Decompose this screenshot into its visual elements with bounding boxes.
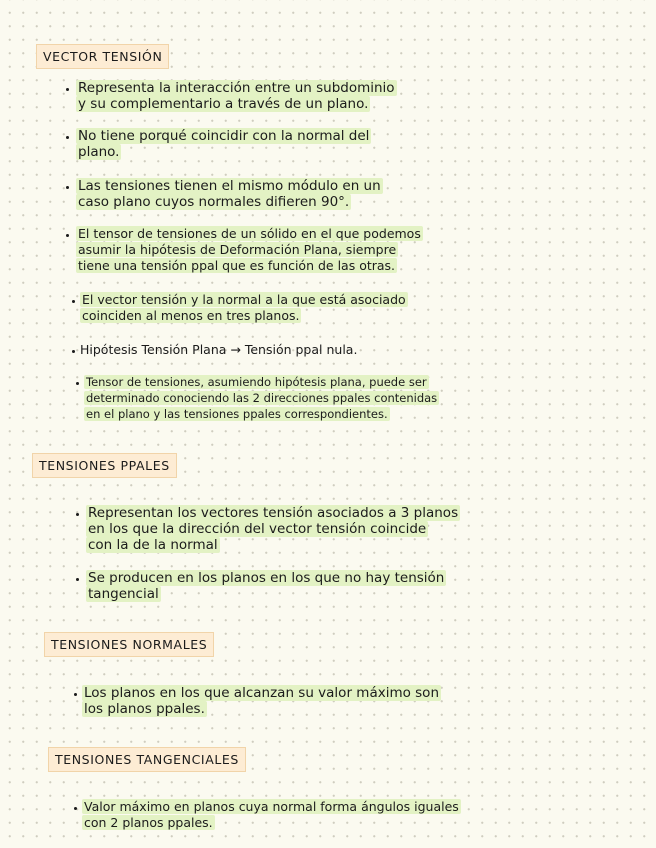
bullet-dot [76,578,79,581]
tensiones-ppales-bullet-1 [86,505,460,553]
bullet-line: El vector tensión y la normal a la que está asociado [82,292,406,307]
bullet-dot [66,234,69,237]
tensiones-ppales-bullet-2 [86,570,446,602]
bullet-line: en el plano y las tensiones ppales correspondientes. [86,407,388,421]
vector-tension-bullet-5 [80,292,408,324]
vector-tension-bullet-3 [76,178,383,210]
bullet-line: con la de la normal [88,537,218,553]
bullet-line: en los que la dirección del vector tensión coincide [88,521,427,537]
bullet-line: determinado conociendo las 2 direcciones ppales contenidas [86,391,438,405]
vector-tension-bullet-1 [76,80,397,112]
bullet-dot [74,693,77,696]
bullet-dot [66,88,69,91]
vector-tension-bullet-2 [76,128,371,160]
bullet-dot [66,186,69,189]
bullet-line: tiene una tensión ppal que es función de las otras. [78,258,396,273]
bullet-line: No tiene porqué coincidir con la normal del [78,128,370,144]
bullet-line: Las tensiones tienen el mismo módulo en un [78,178,381,194]
bullet-dot [76,382,79,385]
bullet-line: Valor máximo en planos cuya normal forma ángulos iguales [84,799,459,814]
bullet-line: tangencial [88,586,159,602]
bullet-dot [76,513,79,516]
bullet-line: Representa la interacción entre un subdominio [78,80,395,96]
bullet-line: El tensor de tensiones de un sólido en el que podemos [78,226,421,241]
tensiones-tangenciales-bullet-1 [82,799,461,831]
bullet-line: coinciden al menos en tres planos. [82,308,300,323]
bullet-line: los planos ppales. [84,701,205,717]
heading-tensiones-normales: TENSIONES NORMALES [44,632,214,657]
bullet-line: Representan los vectores tensión asociados a 3 planos [88,505,459,521]
heading-tensiones-ppales: TENSIONES PPALES [32,453,177,478]
tensiones-normales-bullet-1 [82,685,441,717]
bullet-dot [66,136,69,139]
vector-tension-bullet-7 [84,374,439,422]
bullet-line: Se producen en los planos en los que no hay tensión [88,570,445,586]
bullet-dot [72,300,75,303]
bullet-line: asumir la hipótesis de Deformación Plana, siempre [78,242,397,257]
bullet-line: con 2 planos ppales. [84,815,213,830]
bullet-line: caso plano cuyos normales difieren 90°. [78,194,350,210]
heading-vector-tension: VECTOR TENSIÓN [36,44,169,69]
bullet-line: Los planos en los que alcanzan su valor máximo son [84,685,440,701]
bullet-line: Tensor de tensiones, asumiendo hipótesis plana, puede ser [86,375,427,389]
heading-tensiones-tangenciales: TENSIONES TANGENCIALES [48,747,246,772]
bullet-dot [74,807,77,810]
vector-tension-bullet-4 [76,226,423,274]
bullet-line: plano. [78,144,120,160]
bullet-line: Hipótesis Tensión Plana → Tensión ppal nula. [80,342,358,357]
bullet-dot [72,350,75,353]
bullet-line: y su complementario a través de un plano. [78,96,369,112]
vector-tension-bullet-6 [80,342,357,358]
